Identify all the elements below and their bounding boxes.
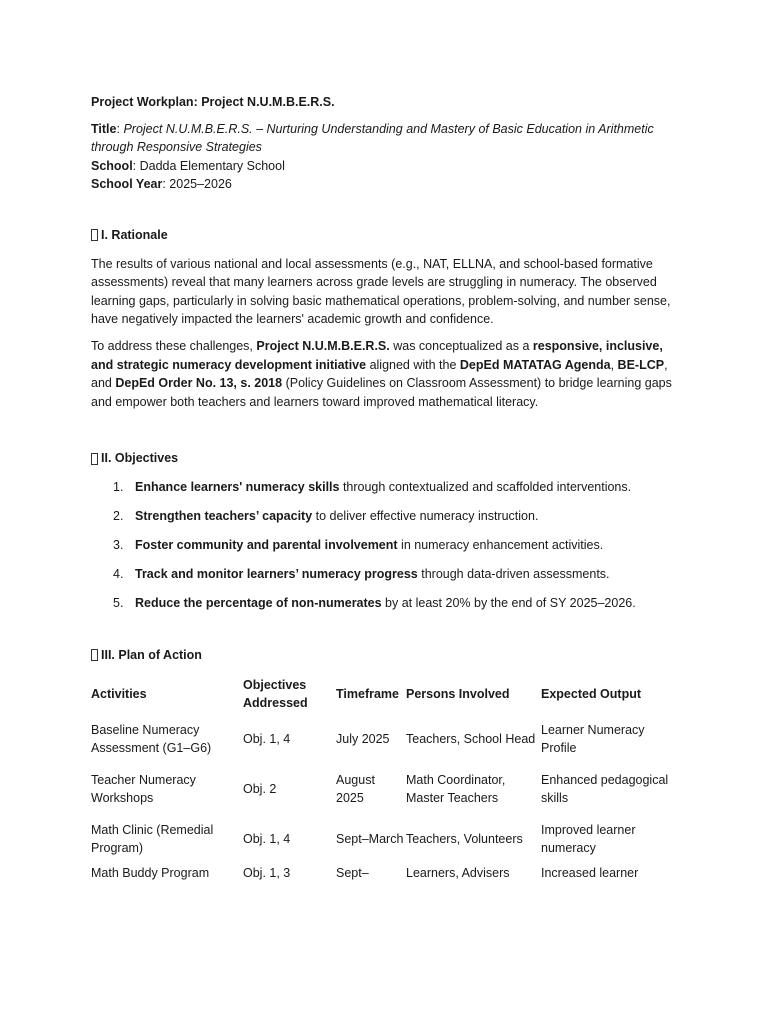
objective-number: 4.	[113, 567, 124, 582]
plan-heading	[91, 646, 681, 665]
rationale-text: aligned with the	[366, 357, 460, 372]
table-cell: Math Buddy Program	[91, 866, 210, 881]
table-cell: Improved learner numeracy	[541, 822, 636, 856]
objective-text: in numeracy enhancement activities.	[397, 538, 604, 553]
table-header: Activities	[91, 687, 147, 702]
table-cell: Obj. 1, 4	[243, 832, 291, 847]
table-row	[91, 714, 681, 764]
be-lcp: BE-LCP	[617, 357, 665, 372]
missing-glyph-icon	[91, 229, 98, 241]
objectives-heading-text: II. Objectives	[101, 451, 179, 466]
matatag-agenda: DepEd MATATAG Agenda	[459, 357, 611, 372]
table-row	[91, 864, 681, 894]
objectives-list	[91, 478, 681, 613]
objective-item	[91, 536, 681, 555]
table-header: Persons Involved	[406, 687, 510, 702]
school-value: Dadda Elementary School	[139, 158, 285, 173]
table-cell: Teacher Numeracy Workshops	[91, 772, 196, 806]
school-line: School: Dadda Elementary School	[91, 158, 285, 173]
table-cell: Obj. 2	[243, 782, 277, 797]
table-cell: Obj. 1, 3	[243, 866, 291, 881]
rationale-text: ,	[610, 357, 618, 372]
plan-of-action-table	[91, 674, 681, 894]
objective-number: 5.	[113, 596, 124, 611]
initiative-description: responsive, inclusive, and strategic numeracy development initiative	[91, 338, 663, 372]
objective-bold: Track and monitor learners’ numeracy progress	[135, 567, 418, 582]
table-row	[91, 764, 681, 814]
objective-text: to deliver effective numeracy instruction.	[312, 509, 539, 523]
project-name: Project N.U.M.B.E.R.S.	[256, 338, 390, 353]
objective-item	[91, 507, 681, 526]
rationale-heading-text: I. Rationale	[101, 227, 168, 242]
table-header-row	[91, 674, 681, 714]
table-cell: Learner Numeracy Profile	[541, 722, 645, 756]
document-heading: Project Workplan: Project N.U.M.B.E.R.S.	[91, 95, 335, 109]
table-cell: Baseline Numeracy Assessment (G1–G6)	[91, 722, 212, 756]
objective-text: through contextualized and scaffolded interventions.	[339, 479, 632, 494]
school-label: School	[91, 158, 133, 173]
school-year-label: School Year	[91, 177, 163, 192]
objective-item	[91, 565, 681, 584]
school-year-line: School Year: 2025–2026	[91, 177, 232, 192]
rationale-heading	[91, 226, 681, 245]
rationale-text: , and	[91, 357, 668, 391]
table-cell: August 2025	[336, 772, 375, 806]
missing-glyph-icon	[91, 453, 98, 465]
objective-number: 3.	[113, 538, 124, 553]
rationale-text: To address these challenges,	[91, 338, 257, 353]
objectives-heading	[91, 449, 681, 468]
rationale-text: (Policy Guidelines on Classroom Assessment) to bridge learning gaps and empower both teachers and learners toward improved mathematical literacy.	[91, 376, 672, 409]
rationale-paragraph-2	[91, 337, 681, 411]
objective-number: 2.	[113, 509, 124, 523]
rationale-text: was conceptualized as a	[389, 338, 533, 353]
missing-glyph-icon	[91, 649, 98, 661]
objective-text: by at least 20% by the end of SY 2025–2026.	[381, 596, 636, 611]
table-cell: Sept–March	[336, 832, 404, 847]
school-year-value: 2025–2026	[169, 177, 232, 192]
table-cell: Obj. 1, 4	[243, 732, 291, 747]
table-header: Objectives Addressed	[243, 677, 308, 711]
table-header: Timeframe	[336, 687, 399, 702]
title-value: Project N.U.M.B.E.R.S. – Nurturing Understanding and Mastery of Basic Education in Arithmetic through Responsive Strategies	[91, 121, 654, 155]
table-cell: Teachers, Volunteers	[406, 832, 523, 847]
plan-heading-text: III. Plan of Action	[101, 647, 202, 662]
table-cell: Math Clinic (Remedial Program)	[91, 822, 214, 856]
deped-order: DepEd Order No. 13, s. 2018	[115, 376, 283, 391]
table-cell: Learners, Advisers	[406, 866, 510, 881]
document-page	[91, 93, 681, 894]
objective-bold: Strengthen teachers’ capacity	[135, 509, 313, 523]
title-label: Title	[91, 121, 117, 136]
table-cell: Teachers, School Head	[406, 732, 536, 747]
objective-item	[91, 478, 681, 497]
rationale-paragraph-1: The results of various national and local assessments (e.g., NAT, ELLNA, and school-based formative assessments) reveal that many learners across grade levels are struggling in numeracy. The observed learning gaps, particularly in solving basic mathematical operations, problem-solving, and number sense, have negatively impacted the learners' academic growth and confidence.	[91, 256, 671, 327]
objective-bold: Reduce the percentage of non-numerates	[135, 596, 382, 611]
table-cell: Enhanced pedagogical skills	[541, 772, 669, 806]
objective-number: 1.	[113, 479, 124, 494]
table-cell: July 2025	[336, 732, 390, 747]
objective-item	[91, 594, 681, 613]
objective-text: through data-driven assessments.	[417, 567, 610, 582]
objective-bold: Foster community and parental involvement	[135, 538, 398, 553]
table-cell: Increased learner	[541, 866, 639, 881]
table-row	[91, 814, 681, 864]
table-header: Expected Output	[541, 687, 642, 702]
objective-bold: Enhance learners' numeracy skills	[135, 479, 340, 494]
table-cell: Sept–	[336, 866, 369, 881]
title-line: Title: Project N.U.M.B.E.R.S. – Nurturing Understanding and Mastery of Basic Education in Arithmetic through Responsive Strategies	[91, 121, 654, 155]
table-cell: Math Coordinator, Master Teachers	[406, 772, 506, 806]
